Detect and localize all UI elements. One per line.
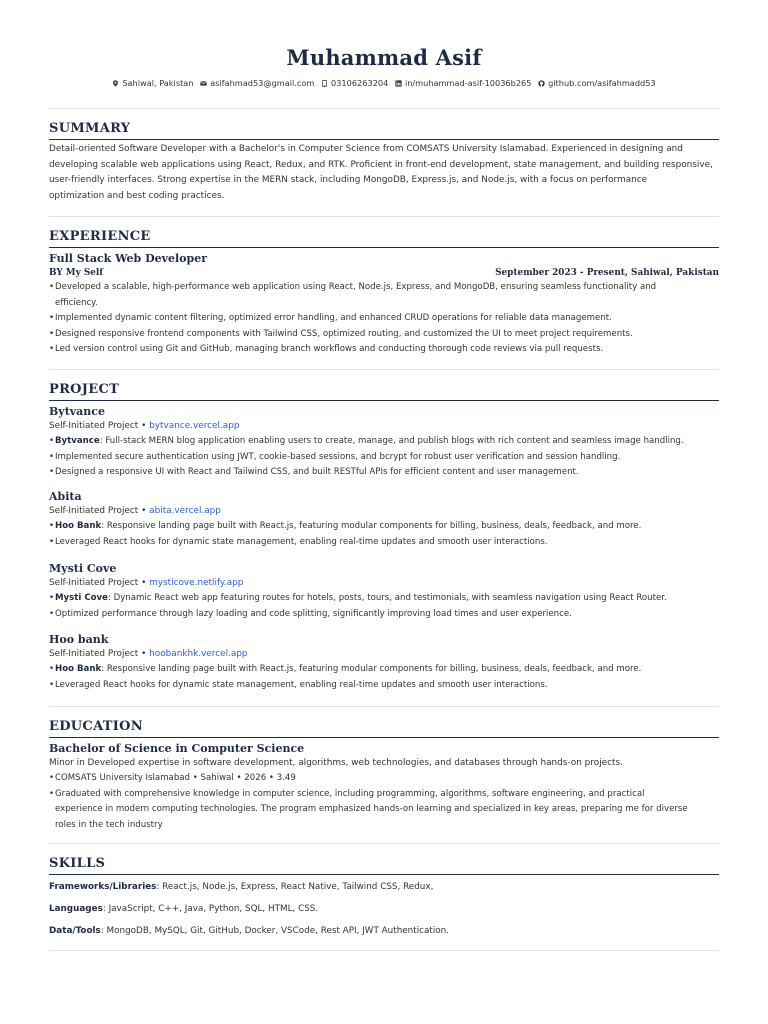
- project-bullet: • Leveraged React hooks for dynamic state management, enabling real-time updates and smooth user interactions.: [49, 535, 719, 551]
- bullet-text: : Responsive landing page built with React.js, featuring modular components for billing, business, deals, feedback, and more.: [101, 521, 642, 531]
- divider: [49, 950, 719, 951]
- project-subtitle: Self-Initiated Project • mysticove.netlify.app: [49, 578, 244, 588]
- github-item[interactable]: [538, 77, 656, 89]
- bullet-text: experience in modern computing technologies. The program emphasized hands-on learning and specialized in key areas, preparing me for diverse: [55, 804, 688, 814]
- project-type: Self-Initiated Project: [49, 421, 139, 431]
- project-title: Hoo bank: [49, 633, 109, 646]
- project-bullets: [49, 591, 719, 622]
- project-bullet: [49, 519, 719, 535]
- bullet-text: Graduated with comprehensive knowledge in computer science, including programming, algorithms, software engineering, and practical: [55, 788, 645, 799]
- email-item[interactable]: [200, 77, 314, 89]
- project-bullet: • Implemented secure authentication using JWT, cookie-based sessions, and bcrypt for robust user verification and session handling.: [49, 450, 719, 466]
- bullet-lead: Hoo Bank: [55, 521, 102, 531]
- skills-body: [49, 880, 719, 938]
- project-bullets: [49, 662, 719, 693]
- job-date-location: September 2023 - Present, Sahiwal, Pakistan: [495, 268, 719, 278]
- contact-bar: [49, 77, 719, 89]
- phone-icon: [321, 80, 328, 87]
- summary-line: optimization and best coding practices.: [49, 190, 225, 201]
- linkedin-link[interactable]: in/muhammad-asif-10036b265: [404, 78, 532, 88]
- education-bullets: [49, 771, 719, 833]
- school-line: • COMSATS University Islamabad • Sahiwal • 2026 • 3.49: [49, 771, 719, 787]
- bullet-text: roles in the tech industry: [55, 819, 163, 830]
- bullet-text: : Full-stack MERN blog application enabling users to create, manage, and publish blogs with rich content and seamless image handling.: [99, 436, 684, 446]
- project-bullet: • Optimized performance through lazy loading and code splitting, significantly improving load times and user experience.: [49, 607, 719, 623]
- skill-label: Data/Tools: [49, 926, 101, 936]
- project-subtitle: Self-Initiated Project • abita.vercel.app: [49, 506, 221, 516]
- bullet-lead: Bytvance: [55, 436, 100, 446]
- phone-text[interactable]: 03106263204: [331, 78, 389, 88]
- summary-line: developing scalable web applications using React, Redux, and RTK. Proficient in front-end development, state management, and building responsive,: [49, 159, 713, 170]
- skill-row: [49, 924, 719, 938]
- location-pin-icon: [112, 80, 119, 87]
- project-entry: [49, 489, 719, 550]
- github-link[interactable]: github.com/asifahmadd53: [548, 78, 656, 88]
- job-meta-row: [49, 266, 719, 280]
- summary-line: user-friendly interfaces. Strong expertise in the MERN stack, including MongoDB, Express.js, and Node.js, with a focus on performance: [49, 175, 648, 186]
- project-type: Self-Initiated Project: [49, 578, 139, 588]
- project-title: Abita: [49, 490, 82, 503]
- divider: [49, 216, 719, 217]
- project-bullet: [49, 591, 719, 607]
- job-bullet: [49, 280, 719, 311]
- project-subtitle: Self-Initiated Project • bytvance.vercel.app: [49, 421, 240, 431]
- project-bullets: [49, 519, 719, 550]
- github-icon: [538, 80, 545, 87]
- job-bullet: • Led version control using Git and GitHub, managing branch workflows and conducting thorough code reviews via pull requests.: [49, 342, 719, 358]
- project-type: Self-Initiated Project: [49, 506, 139, 516]
- bullet-text: : Dynamic React web app featuring routes for hotels, posts, tours, and testimonials, with seamless navigation using React Router.: [107, 593, 667, 603]
- email-link[interactable]: asifahmad53@gmail.com: [210, 78, 315, 88]
- project-link[interactable]: mysticove.netlify.app: [149, 578, 244, 588]
- job-bullets: [49, 280, 719, 358]
- project-title: Bytvance: [49, 405, 105, 418]
- location-item: [112, 77, 193, 89]
- divider: [49, 108, 719, 109]
- bullet-lead: Hoo Bank: [55, 664, 102, 674]
- candidate-name: Muhammad Asif: [286, 45, 482, 70]
- summary-body: [49, 142, 719, 204]
- project-bullet: • Leveraged React hooks for dynamic state management, enabling real-time updates and smooth user interactions.: [49, 678, 719, 694]
- summary-line: Detail-oriented Software Developer with a Bachelor's in Computer Science from COMSATS University Islamabad. Experienced in designing and: [49, 144, 683, 154]
- skill-value: : MongoDB, MySQL, Git, GitHub, Docker, VSCode, Rest API, JWT Authentication.: [100, 926, 450, 936]
- bullet-text: Developed a scalable, high-performance web application using React, Node.js, Express, and MongoDB, ensuring seamless functionality and: [55, 282, 657, 292]
- degree-minor: Minor in Developed expertise in software development, algorithms, web technologies, and databases through hands-on projects.: [49, 758, 623, 768]
- project-type: Self-Initiated Project: [49, 649, 139, 659]
- project-link[interactable]: hoobankhk.vercel.app: [149, 649, 248, 659]
- project-bullet: [49, 434, 719, 450]
- skill-value: : React.js, Node.js, Express, React Native, Tailwind CSS, Redux,: [156, 882, 434, 892]
- skill-label: Languages: [49, 904, 103, 914]
- project-bullet: • Designed a responsive UI with React and Tailwind CSS, and built RESTful APIs for efficient content and user management.: [49, 465, 719, 481]
- education-entry: [49, 741, 719, 833]
- divider: [49, 706, 719, 707]
- project-title: Mysti Cove: [49, 562, 117, 575]
- summary-heading: SUMMARY: [49, 121, 719, 140]
- linkedin-icon: [395, 80, 402, 87]
- linkedin-item[interactable]: [395, 77, 532, 89]
- project-entry: [49, 632, 719, 693]
- experience-entry: [49, 251, 719, 358]
- bullet-lead: Mysti Cove: [55, 593, 108, 603]
- project-entry: [49, 404, 719, 481]
- skill-row: [49, 902, 719, 916]
- project-link[interactable]: abita.vercel.app: [149, 506, 221, 516]
- divider: [49, 369, 719, 370]
- job-bullet: • Implemented dynamic content filtering, optimized error handling, and enhanced CRUD operations for reliable data management.: [49, 311, 719, 327]
- job-bullet: • Designed responsive frontend components with Tailwind CSS, optimized routing, and customized the UI to meet project requirements.: [49, 327, 719, 343]
- project-bullet: [49, 662, 719, 678]
- skills-heading: SKILLS: [49, 856, 719, 875]
- education-heading: EDUCATION: [49, 719, 719, 738]
- job-title: Full Stack Web Developer: [49, 252, 208, 265]
- company-name: BY My Self: [49, 268, 104, 278]
- degree-title: Bachelor of Science in Computer Science: [49, 742, 305, 755]
- experience-heading: EXPERIENCE: [49, 229, 719, 248]
- skill-row: [49, 880, 719, 894]
- envelope-icon: [200, 80, 207, 87]
- project-entry: [49, 561, 719, 622]
- project-link[interactable]: bytvance.vercel.app: [149, 421, 240, 431]
- divider: [49, 843, 719, 844]
- skill-value: : JavaScript, C++, Java, Python, SQL, HTML, CSS.: [102, 904, 319, 914]
- project-heading: PROJECT: [49, 382, 719, 401]
- location-text: Sahiwal, Pakistan: [122, 78, 194, 88]
- project-bullets: [49, 434, 719, 481]
- phone-item[interactable]: [321, 77, 388, 89]
- bullet-text: efficiency.: [55, 297, 98, 308]
- education-detail: [49, 787, 719, 834]
- project-subtitle: Self-Initiated Project • hoobankhk.vercel.app: [49, 649, 248, 659]
- skill-label: Frameworks/Libraries: [49, 882, 157, 892]
- bullet-text: : Responsive landing page built with React.js, featuring modular components for billing, business, deals, feedback, and more.: [101, 664, 642, 674]
